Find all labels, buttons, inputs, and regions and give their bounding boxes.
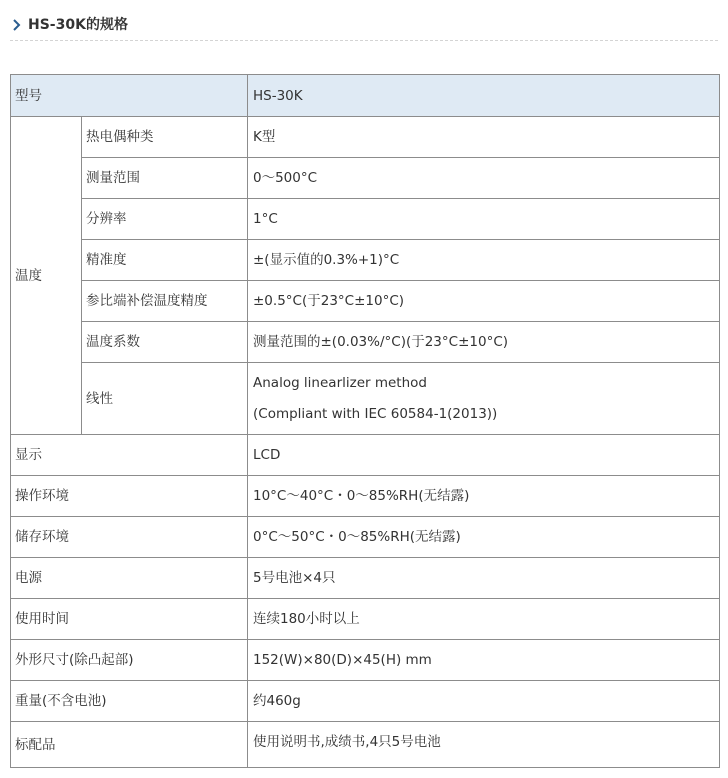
spec-value: 约460g bbox=[248, 681, 720, 722]
spec-value: 152(W)×80(D)×45(H) mm bbox=[248, 640, 720, 681]
table-row bbox=[11, 517, 720, 558]
spec-value-line: (Compliant with IEC 60584-1(2013)) bbox=[253, 405, 498, 422]
section-header bbox=[10, 12, 718, 41]
spec-label: 显示 bbox=[11, 435, 248, 476]
spec-value: 0°C～50°C・0～85%RH(无结露) bbox=[248, 517, 720, 558]
spec-label: 使用时间 bbox=[11, 599, 248, 640]
table-row bbox=[11, 363, 720, 435]
table-row bbox=[11, 117, 720, 158]
spec-value: 测量范围的±(0.03%/°C)(于23°C±10°C) bbox=[248, 322, 720, 363]
section-title: HS-30K的规格 bbox=[28, 17, 128, 33]
spec-value: 0～500°C bbox=[248, 158, 720, 199]
spec-sublabel: 测量范围 bbox=[82, 158, 248, 199]
temperature-label: 温度 bbox=[11, 117, 82, 435]
spec-value: 使用说明书,成绩书,4只5号电池 bbox=[248, 722, 720, 768]
spec-label: 标配品 bbox=[11, 722, 248, 768]
spec-label: 电源 bbox=[11, 558, 248, 599]
table-row bbox=[11, 240, 720, 281]
table-row bbox=[11, 599, 720, 640]
spec-table bbox=[10, 74, 720, 768]
table-header-row bbox=[11, 75, 720, 117]
table-row bbox=[11, 435, 720, 476]
spec-sublabel: 热电偶种类 bbox=[82, 117, 248, 158]
spec-label: 重量(不含电池) bbox=[11, 681, 248, 722]
spec-sublabel: 线性 bbox=[82, 363, 248, 435]
spec-value-line: Analog linearlizer method bbox=[253, 374, 427, 391]
spec-value: ±0.5°C(于23°C±10°C) bbox=[248, 281, 720, 322]
model-value: HS-30K bbox=[248, 75, 720, 117]
spec-value: 10°C～40°C・0～85%RH(无结露) bbox=[248, 476, 720, 517]
spec-label: 操作环境 bbox=[11, 476, 248, 517]
spec-value: 5号电池×4只 bbox=[248, 558, 720, 599]
spec-value: LCD bbox=[248, 435, 720, 476]
spec-sublabel: 精准度 bbox=[82, 240, 248, 281]
spec-value bbox=[248, 363, 720, 435]
table-row bbox=[11, 281, 720, 322]
model-label: 型号 bbox=[11, 75, 248, 117]
spec-value: 1°C bbox=[248, 199, 720, 240]
table-row bbox=[11, 640, 720, 681]
spec-value: K型 bbox=[248, 117, 720, 158]
spec-sublabel: 温度系数 bbox=[82, 322, 248, 363]
table-row bbox=[11, 476, 720, 517]
table-row bbox=[11, 158, 720, 199]
table-row bbox=[11, 558, 720, 599]
table-row bbox=[11, 681, 720, 722]
spec-label: 外形尺寸(除凸起部) bbox=[11, 640, 248, 681]
spec-value: 连续180小时以上 bbox=[248, 599, 720, 640]
table-row bbox=[11, 322, 720, 363]
spec-label: 储存环境 bbox=[11, 517, 248, 558]
spec-value: ±(显示值的0.3%+1)°C bbox=[248, 240, 720, 281]
table-row bbox=[11, 199, 720, 240]
spec-sublabel: 参比端补偿温度精度 bbox=[82, 281, 248, 322]
chevron-right-icon bbox=[12, 19, 22, 31]
spec-sublabel: 分辨率 bbox=[82, 199, 248, 240]
table-row bbox=[11, 722, 720, 768]
